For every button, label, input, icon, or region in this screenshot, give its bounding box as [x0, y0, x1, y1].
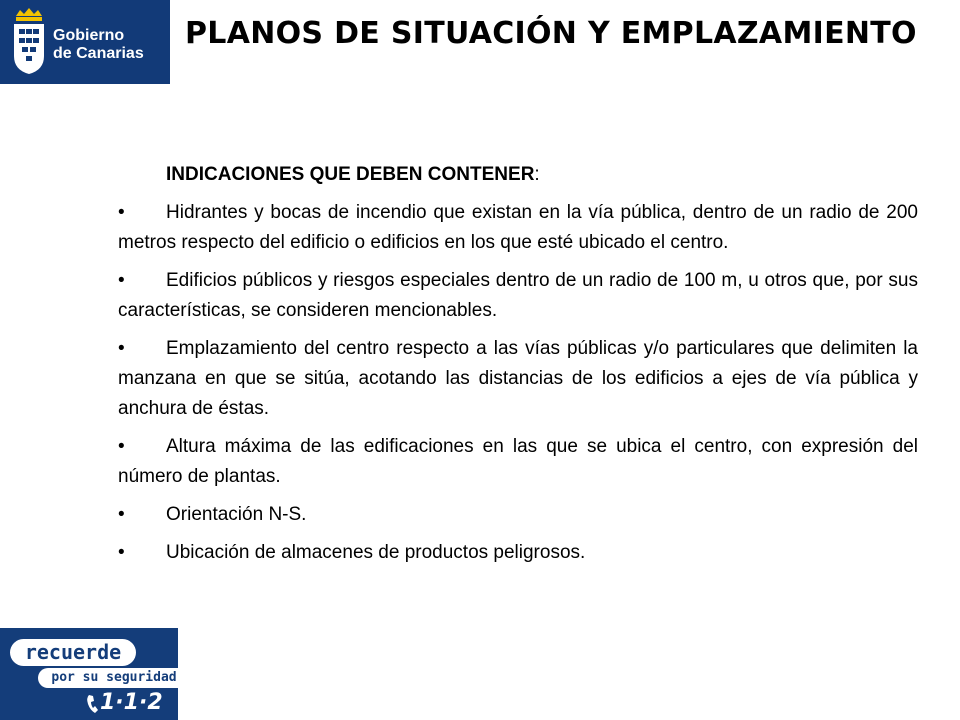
- bullet-icon: •: [118, 338, 125, 359]
- bullet-icon: •: [118, 202, 125, 223]
- logo-line-2: de Canarias: [53, 45, 144, 62]
- bullet-icon: •: [118, 504, 125, 525]
- recuerde-112-logo: [0, 628, 178, 720]
- canarias-crest-icon: [10, 8, 48, 76]
- list-item-text: Orientación N-S.: [166, 504, 307, 525]
- list-item: [118, 334, 918, 424]
- gobierno-canarias-logo: [0, 0, 170, 84]
- list-item-text: Altura máxima de las edificaciones en las que se ubica el centro, con expresión del número de plantas.: [118, 436, 918, 487]
- por-su-seguridad-label: por su seguridad: [38, 668, 190, 688]
- slide-body: [118, 160, 918, 576]
- list-item-text: Emplazamiento del centro respecto a las vías públicas y/o particulares que delimiten la manzana en que se sitúa, acotando las distancias de los edificios a ejes de vía pública y anchura de éstas.: [118, 338, 918, 419]
- list-item-text: Ubicación de almacenes de productos peligrosos.: [166, 542, 586, 563]
- list-item: [118, 500, 918, 530]
- list-item-text: Hidrantes y bocas de incendio que existan en la vía pública, dentro de un radio de 200 metros respecto del edificio o edificios en los que esté ubicado el centro.: [118, 202, 918, 253]
- bullet-icon: •: [118, 436, 125, 457]
- section-heading-colon: :: [534, 164, 540, 185]
- list-item: [118, 432, 918, 492]
- bullet-icon: •: [118, 542, 125, 563]
- page-title: PLANOS DE SITUACIÓN Y EMPLAZAMIENTO: [185, 16, 917, 51]
- list-item-text: Edificios públicos y riesgos especiales dentro de un radio de 100 m, u otros que, por sus características, se consideren mencionables.: [118, 270, 918, 321]
- list-item: [118, 198, 918, 258]
- emergency-number: 1·1·2: [100, 690, 163, 715]
- bullet-icon: •: [118, 270, 125, 291]
- recuerde-label: recuerde: [10, 639, 136, 666]
- section-heading: [118, 160, 918, 190]
- list-item: [118, 266, 918, 326]
- list-item: [118, 538, 918, 568]
- logo-line-1: Gobierno: [53, 27, 125, 44]
- section-heading-text: INDICACIONES QUE DEBEN CONTENER: [166, 164, 535, 185]
- phone-icon: [86, 694, 100, 714]
